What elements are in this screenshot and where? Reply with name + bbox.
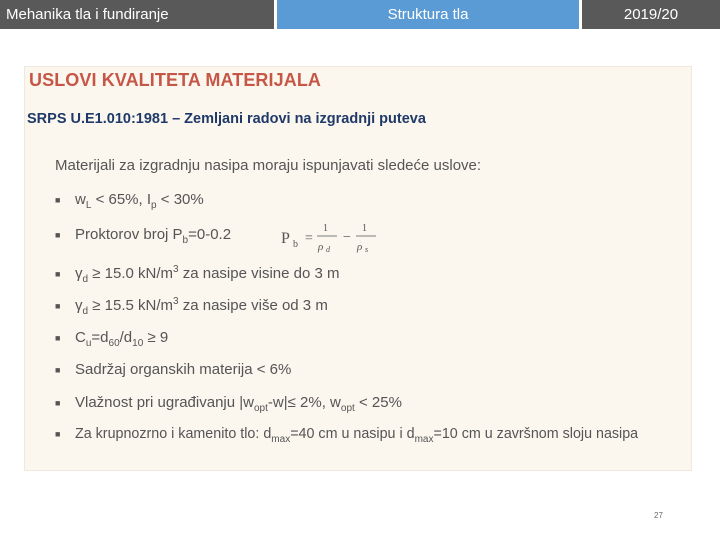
condition-item-8: ■ Za krupnozrno i kamenito tlo: $d_{max}=40$ cm u nasipu i $d_{max}=10$ cm u završnom sloju nasipa (55, 426, 639, 445)
bullet-icon: ■ (55, 301, 61, 312)
page-number: 27 (654, 511, 663, 520)
formula-minus: − (343, 230, 351, 245)
course-title: Mehanika tla i fundiranje (0, 0, 274, 29)
standard-subtitle: SRPS U.E1.010:1981 – Zemljani radovi na izgradnji puteva (27, 111, 426, 127)
condition-item-1: ■ $w_L < 65\%$, $I_p < 30\%$ (55, 191, 204, 211)
slide-content (24, 66, 692, 471)
formula-lhs-sub: b (293, 239, 298, 250)
slide-title: USLOVI KVALITETA MATERIJALA (29, 70, 322, 90)
bullet-icon: ■ (55, 429, 61, 440)
section-title: Struktura tla (277, 0, 579, 29)
condition-item-2: ■ Proktorov broj $P_b=0-0.2$ (55, 226, 232, 246)
formula-num2: 1 (362, 223, 367, 234)
formula-equals: = (305, 231, 313, 246)
academic-year: 2019/20 (582, 0, 720, 29)
formula-num1: 1 (323, 223, 328, 234)
condition-item-7: ■ Vlažnost pri ugrađivanju $|w_{opt}-w|\le 2\%$, $w_{opt} < 25\%$ (55, 394, 402, 414)
condition-item-4: ■ $\gamma_d \ge 15.5$ $kN/m^3$ za nasipe više od 3 m (55, 296, 328, 317)
bullet-icon: ■ (55, 230, 61, 241)
condition-item-5: ■ $C_u=d_{60}/d_{10} \ge 9$ (55, 329, 169, 349)
condition-item-3: ■ $\gamma_d \ge 15.0$ $kN/m^3$ za nasipe visine do 3 m (55, 264, 340, 285)
bullet-icon: ■ (55, 269, 61, 280)
intro-text: Materijali za izgradnju nasipa moraju ispunjavati sledeće uslove: (55, 157, 482, 174)
formula-den2-sub: s (365, 245, 369, 254)
formula-den2: ρ (357, 241, 363, 253)
bullet-icon: ■ (55, 195, 61, 206)
bullet-icon: ■ (55, 398, 61, 409)
formula-den1-sub: d (326, 245, 330, 254)
bullet-icon: ■ (55, 333, 61, 344)
condition-item-6: ■ Sadržaj organskih materija < 6% (55, 361, 292, 378)
formula-lhs: P (281, 230, 290, 247)
bullet-icon: ■ (55, 365, 61, 376)
formula-den1: ρ (318, 241, 324, 253)
proctor-formula (281, 219, 391, 259)
